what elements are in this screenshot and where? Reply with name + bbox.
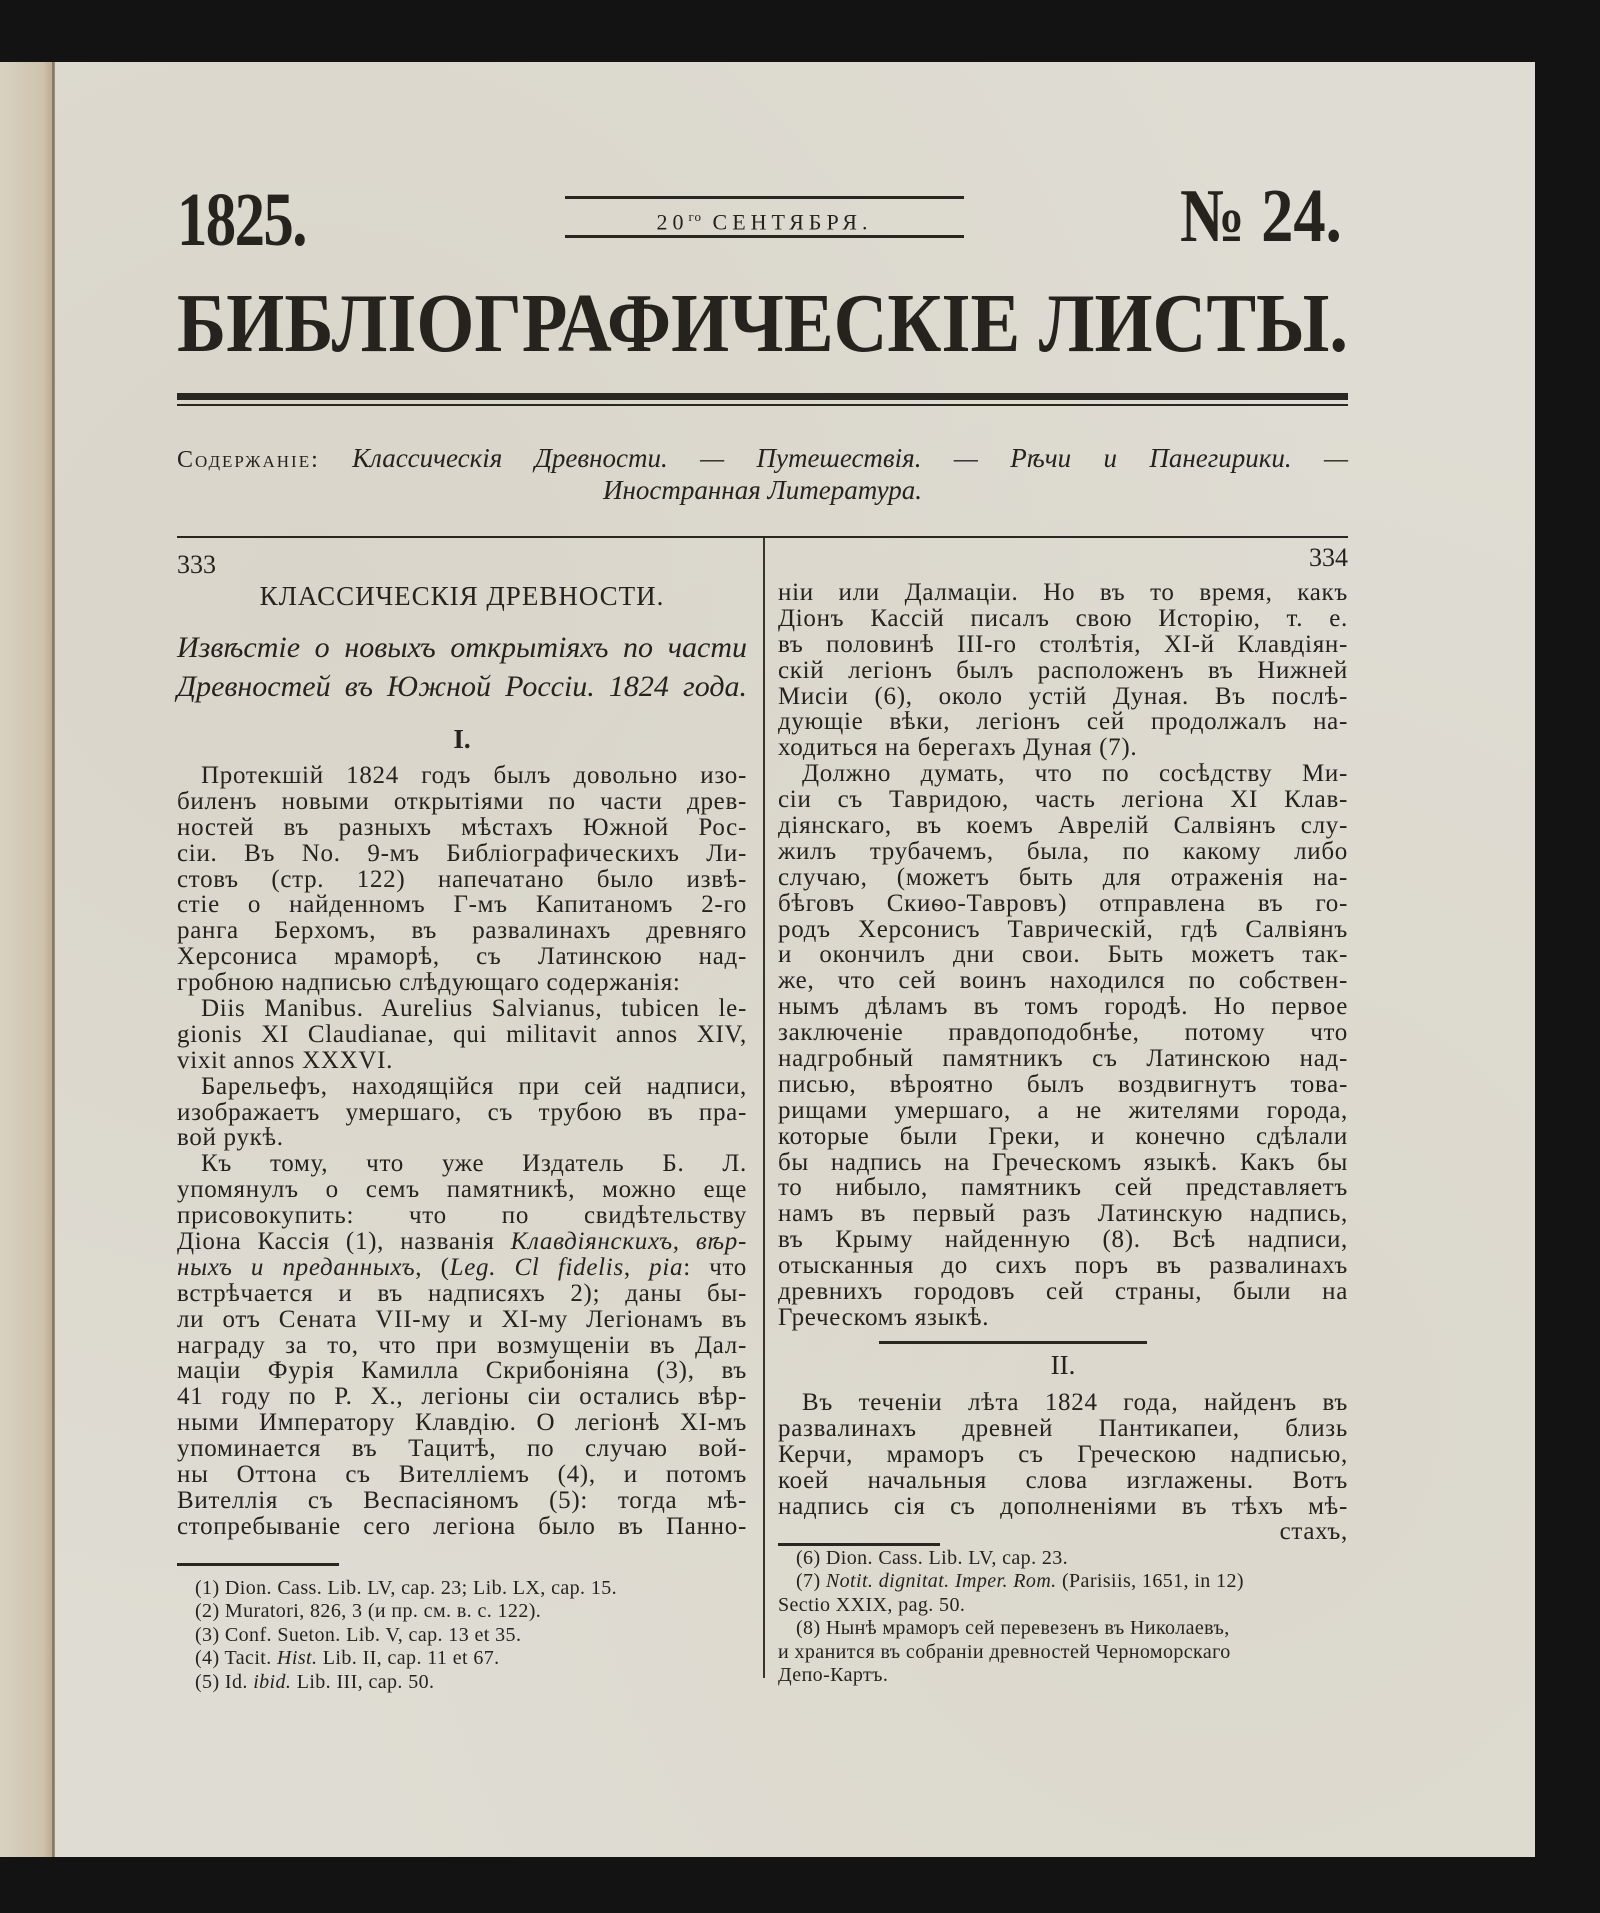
text-line: древнихъ городовъ сей страны, были на bbox=[778, 1278, 1348, 1306]
text-line: ранга Берхомъ, въ развалинахъ древняго bbox=[177, 917, 747, 945]
text-line: Херсониса мраморѣ, съ Латинскою над- bbox=[177, 943, 747, 971]
footnote-rule-left bbox=[177, 1563, 339, 1566]
text-segment: (Parisiis, 1651, in 12) bbox=[1056, 1570, 1244, 1593]
text-line: вой рукѣ. bbox=[177, 1124, 284, 1152]
column-divider bbox=[763, 538, 765, 1678]
text-line: стахъ, bbox=[1279, 1518, 1348, 1545]
text-line: изображаетъ умершаго, съ трубою въ пра- bbox=[177, 1098, 747, 1126]
text-line: рищами умершаго, а не жителями города, bbox=[778, 1096, 1348, 1124]
text-line: заключеніе правдоподобнѣе, потому что bbox=[778, 1019, 1348, 1047]
text-line: Протекшій 1824 годъ былъ довольно изо- bbox=[201, 762, 747, 789]
page-number-right: 334 bbox=[1309, 543, 1348, 572]
text-line: ными Императору Клавдію. О легіонѣ XI-мъ bbox=[177, 1409, 747, 1437]
footnote-line bbox=[177, 1671, 617, 1694]
text-line: нымъ дѣламъ въ томъ городѣ. Но первое bbox=[778, 993, 1348, 1021]
masthead-rule bbox=[177, 393, 1348, 400]
masthead-year: 1825. bbox=[177, 178, 306, 262]
footnote-line bbox=[778, 1617, 1244, 1640]
text-segment: Lib. III, cap. 50. bbox=[291, 1670, 435, 1693]
text-line: vixit annos XXXVI. bbox=[177, 1046, 394, 1074]
contents-label: Содержаніе: bbox=[177, 447, 320, 473]
text-line: коей начальныя слова изглажены. Вотъ bbox=[778, 1466, 1348, 1494]
text-segment: , ( bbox=[415, 1253, 450, 1281]
text-line: упомянулъ о семъ памятникѣ, можно еще bbox=[177, 1176, 747, 1204]
text-line: дующіе вѣки, легіонъ сей продолжалъ на- bbox=[778, 708, 1348, 736]
section-number-1: I. bbox=[453, 724, 471, 754]
footnote-line bbox=[177, 1624, 617, 1647]
italic-text: Leg. Cl fidelis bbox=[449, 1253, 624, 1281]
text-line: сіи. Въ No. 9-мъ Библіографическихъ Ли- bbox=[177, 839, 747, 867]
subtitle-line: Древностей въ Южной Россіи. 1824 года. bbox=[177, 670, 747, 703]
footnote-rule-right bbox=[778, 1543, 940, 1546]
footnote-line bbox=[778, 1570, 1244, 1593]
text-line: надгробный памятникъ съ Латинскою над- bbox=[778, 1045, 1348, 1073]
text-segment: , bbox=[623, 1253, 650, 1281]
text-line: діянскаго, въ коемъ Аврелій Салвіянъ слу- bbox=[778, 812, 1348, 840]
article-subtitle bbox=[177, 628, 747, 706]
contents-line bbox=[177, 442, 1348, 476]
text-line: Въ теченіи лѣта 1824 года, найденъ въ bbox=[802, 1389, 1348, 1416]
masthead-issue-number: № 24. bbox=[1180, 174, 1342, 258]
text-line: въ половинѣ III-го столѣтія, XI-й Клавдіян- bbox=[778, 630, 1348, 658]
text-line: Керчи, мраморъ съ Греческою надписью, bbox=[778, 1440, 1348, 1468]
text-line: Должно думать, что по сосѣдству Ми- bbox=[802, 760, 1348, 788]
text-segment: Діона Кассія (1), названія bbox=[177, 1228, 511, 1256]
date-day: 20 bbox=[656, 209, 689, 235]
text-line: Къ тому, что уже Издатель Б. Л. bbox=[201, 1150, 747, 1178]
text-line: Вителлія съ Веспасіяномъ (5): тогда мѣ- bbox=[177, 1486, 747, 1514]
subtitle-line: Извѣстіе о новыхъ открытіяхъ по части bbox=[177, 631, 747, 664]
footnote-line bbox=[177, 1577, 617, 1600]
text-line: Греческомъ языкѣ. bbox=[778, 1303, 990, 1331]
page-fold bbox=[52, 62, 55, 1857]
section-heading: КЛАССИЧЕСКІЯ ДРЕВНОСТИ. bbox=[259, 581, 665, 611]
footnote-line bbox=[177, 1600, 617, 1623]
text-line: Diis Manibus. Aurelius Salvianus, tubicen le- bbox=[201, 995, 747, 1023]
text-line: награду за то, что при возмущеніи въ Дал- bbox=[177, 1331, 747, 1359]
text-line: gionis XI Claudianae, qui militavit annos XIV, bbox=[177, 1020, 747, 1048]
italic-text: Hist. bbox=[277, 1647, 318, 1670]
text-line: Мисіи (6), около устій Дуная. Въ послѣ- bbox=[778, 682, 1348, 710]
text-segment: (8) Нынѣ мраморъ сей перевезенъ въ Николаевъ, bbox=[796, 1617, 1230, 1640]
text-line: ли отъ Сената VII-му и XI-му Легіонамъ въ bbox=[177, 1305, 747, 1333]
text-segment: : что bbox=[683, 1253, 747, 1281]
masthead-date bbox=[565, 196, 964, 238]
text-line: присовокупить: что по свидѣтельству bbox=[177, 1202, 747, 1230]
text-segment: (7) bbox=[796, 1570, 826, 1593]
date-suffix: го bbox=[688, 209, 703, 224]
text-line: стопребываніе сего легіона было въ Панно- bbox=[177, 1512, 747, 1540]
text-line: надпись сія съ дополненіями въ тѣхъ мѣ- bbox=[778, 1492, 1348, 1520]
footnote-line bbox=[778, 1641, 1244, 1664]
text-line: и окончилъ дни свои. Быть можетъ так- bbox=[778, 941, 1348, 969]
text-line: же, что сей воинъ находился по собствен- bbox=[778, 967, 1348, 995]
masthead-title: БИБЛІОГРАФИЧЕСКІЕ ЛИСТЫ. bbox=[177, 277, 1348, 370]
footnote-line bbox=[778, 1594, 1244, 1617]
text-line: случаю, (можетъ быть для отраженія на- bbox=[778, 863, 1348, 891]
text-line: въ Крыму найденную (8). Всѣ надписи, bbox=[778, 1226, 1348, 1254]
text-line: писью, вѣроятно былъ воздвигнутъ това- bbox=[778, 1070, 1348, 1098]
masthead-rule-thin bbox=[177, 404, 1348, 406]
section-rule bbox=[879, 1341, 1147, 1344]
italic-text: ныхъ и преданныхъ bbox=[177, 1253, 416, 1281]
text-segment: Sectio XXIX, pag. 50. bbox=[778, 1593, 966, 1616]
text-segment: Депо-Картъ. bbox=[778, 1664, 889, 1687]
binding-edge bbox=[0, 62, 54, 1857]
text-line: ны Оттона съ Вителліемъ (4), и потомъ bbox=[177, 1461, 747, 1489]
date-month: СЕНТЯБРЯ. bbox=[712, 209, 873, 235]
text-line bbox=[177, 1229, 747, 1255]
footnote-line bbox=[177, 1647, 617, 1670]
text-line: биленъ новыми открытіями по части древ- bbox=[177, 787, 747, 815]
text-line: отысканныя до сихъ поръ въ развалинахъ bbox=[778, 1252, 1348, 1280]
italic-text: Клавдіянскихъ, вѣр- bbox=[510, 1228, 747, 1256]
right-column-body-2 bbox=[778, 1390, 1348, 1519]
text-line: жилъ трубачемъ, была, по какому либо bbox=[778, 837, 1348, 865]
text-line: ніи или Далмаціи. Но въ то время, какъ bbox=[778, 579, 1348, 606]
text-line: ходиться на берегахъ Дуная (7). bbox=[778, 734, 1138, 762]
left-footnotes bbox=[177, 1577, 617, 1694]
left-column-body bbox=[177, 763, 747, 1540]
text-line: гробною надписью слѣдующаго содержанія: bbox=[177, 969, 681, 997]
text-segment: (4) Tacit. bbox=[195, 1647, 278, 1670]
text-segment: (6) Dion. Cass. Lib. LV, cap. 23. bbox=[796, 1547, 1069, 1569]
text-line: Барельефъ, находящійся при сей надписи, bbox=[201, 1072, 747, 1100]
italic-text: pia bbox=[649, 1253, 684, 1281]
text-line: 41 году по Р. Х., легіоны сіи остались вѣр- bbox=[177, 1383, 747, 1411]
text-line: сіи съ Тавридою, часть легіона XI Клав- bbox=[778, 786, 1348, 814]
text-segment: (5) Id. bbox=[195, 1670, 254, 1693]
text-line: маціи Фурія Камилла Скрибоніяна (3), въ bbox=[177, 1357, 747, 1385]
footnote-line bbox=[778, 1664, 1244, 1687]
text-line: ностей въ разныхъ мѣстахъ Южной Рос- bbox=[177, 813, 747, 841]
text-line: стовъ (стр. 122) напечатано было извѣ- bbox=[177, 865, 747, 893]
right-column-tail bbox=[778, 1519, 1348, 1545]
text-line: встрѣчается и въ надписяхъ 2); даны бы- bbox=[177, 1279, 747, 1307]
text-line: намъ въ первый разъ Латинскую надпись, bbox=[778, 1200, 1348, 1228]
right-column-body bbox=[778, 580, 1348, 1331]
text-line: упоминается въ Тацитѣ, по случаю вой- bbox=[177, 1435, 747, 1463]
text-line: которые были Греки, и конечно сдѣлали bbox=[778, 1122, 1348, 1150]
italic-text: Notit. dignitat. Imper. Rom. bbox=[825, 1570, 1057, 1593]
text-line: родъ Херсонисъ Таврическій, гдѣ Салвіянъ bbox=[778, 915, 1348, 943]
text-line: скій легіонъ былъ расположенъ въ Нижней bbox=[778, 656, 1348, 684]
text-segment: (1) Dion. Cass. Lib. LV, cap. 23; Lib. LX, cap. 15. bbox=[195, 1577, 618, 1599]
contents-items: Классическія Древности. — Путешествія. — Рѣчи и Панегирики. — bbox=[352, 443, 1348, 473]
text-line: развалинахъ древней Пантикапеи, близь bbox=[778, 1414, 1348, 1442]
text-segment: и хранится въ собраніи древностей Черноморскаго bbox=[778, 1640, 1231, 1663]
text-segment: (3) Conf. Sueton. Lib. V, cap. 13 et 35. bbox=[195, 1623, 522, 1646]
text-line: бѣговъ Скиѳо-Тавровъ) отправлена въ го- bbox=[778, 889, 1348, 917]
text-line: то нибыло, памятникъ сей представляетъ bbox=[778, 1174, 1348, 1202]
italic-text: ibid. bbox=[253, 1670, 292, 1693]
text-segment: (2) Muratori, 826, 3 (и пр. см. в. с. 122). bbox=[195, 1600, 542, 1623]
text-line: Діонъ Кассій писалъ свою Исторію, т. е. bbox=[778, 604, 1348, 632]
footnote-line bbox=[778, 1547, 1244, 1570]
section-number-2: II. bbox=[1050, 1350, 1076, 1380]
text-line: стіе о найденномъ Г-мъ Капитаномъ 2-го bbox=[177, 891, 747, 919]
text-line bbox=[177, 1255, 747, 1281]
contents-line-2: Иностранная Литература. bbox=[603, 475, 922, 505]
text-segment: Lib. II, cap. 11 et 67. bbox=[317, 1647, 500, 1670]
right-footnotes bbox=[778, 1547, 1244, 1687]
text-line: бы надпись на Греческомъ языкѣ. Какъ бы bbox=[778, 1148, 1348, 1176]
page-number-left: 333 bbox=[177, 550, 216, 579]
